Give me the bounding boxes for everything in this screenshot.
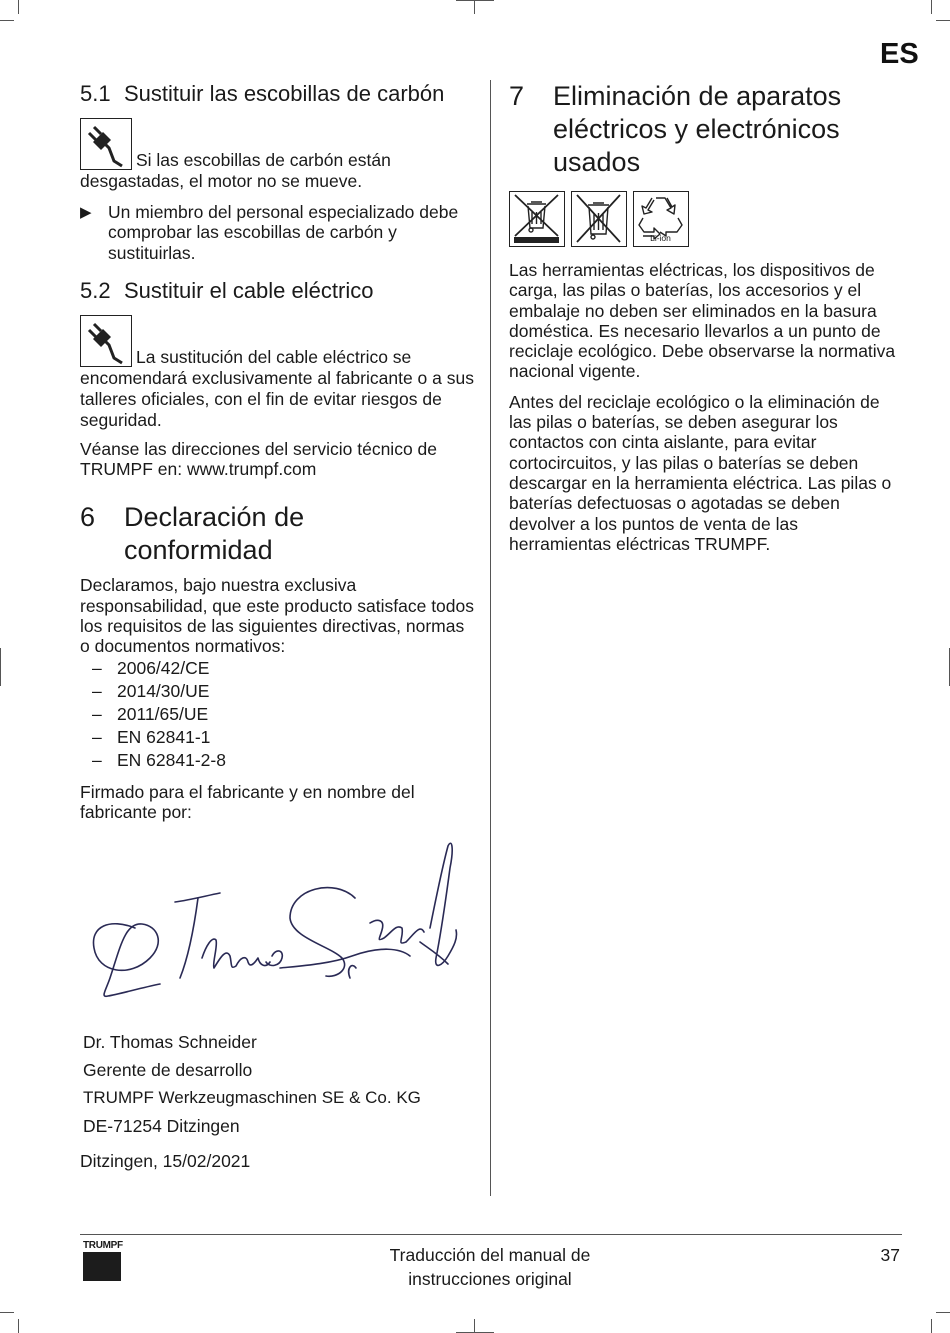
section-5-2-heading	[80, 277, 475, 305]
section-number: 6	[80, 502, 96, 533]
note-block	[80, 315, 475, 431]
section-number: 5.1	[80, 81, 111, 106]
footer-title: Traducción del manual de instrucciones original	[389, 1245, 591, 1289]
trumpf-logo-text: TRUMPF	[83, 1240, 123, 1251]
section-number: 5.2	[80, 277, 111, 303]
company-address: DE-71254 Ditzingen	[83, 1116, 240, 1137]
unplug-icon	[80, 118, 132, 170]
directive-item: EN 62841-1	[117, 726, 211, 747]
crop-mark	[18, 1319, 19, 1333]
company-name: TRUMPF Werkzeugmaschinen SE & Co. KG	[83, 1088, 421, 1108]
section-title: Eliminación de aparatos eléctricos y electrónicos usados	[553, 81, 842, 177]
section-title: Sustituir las escobillas de carbón	[124, 81, 445, 106]
disposal-symbols	[509, 191, 904, 247]
signature	[80, 838, 470, 1018]
list-item: – EN 62841-1	[92, 726, 211, 747]
crop-mark	[474, 1319, 475, 1333]
signer-block	[80, 1028, 475, 1140]
crossed-bin-icon	[509, 191, 565, 247]
crop-mark	[0, 648, 1, 686]
list-item: – 2006/42/CE	[92, 657, 210, 678]
signed-paragraph: Firmado para el fabricante y en nombre del fabricante por:	[80, 781, 415, 822]
directive-item: 2011/65/UE	[117, 703, 209, 724]
trumpf-logo-icon	[83, 1252, 121, 1281]
disposal-paragraph-2: Antes del reciclaje ecológico o la eliminación de las pilas o baterías, se deben asegurar los contactos con cinta aislante, para evitar cortocircuitos, y las pilas o baterías se deben descargar en la herramienta eléctrica. Las pilas o baterías defectuosas o agotadas se deben devolver a los puntos de venta de las herramientas eléctricas TRUMPF.	[509, 391, 892, 554]
place-date: Ditzingen, 15/02/2021	[80, 1151, 251, 1172]
section-7-heading	[509, 80, 904, 179]
language-code: ES	[880, 38, 919, 70]
left-column	[80, 80, 475, 1172]
liion-label: Li-ion	[650, 233, 671, 243]
note-text: Si las escobillas de carbón están desgastadas, el motor no se mueve.	[80, 150, 391, 191]
unplug-icon	[80, 315, 132, 367]
crop-mark	[931, 1319, 932, 1333]
column-divider	[490, 80, 491, 1196]
instruction-list	[80, 202, 475, 263]
crossed-bin-icon	[571, 191, 627, 247]
triangle-bullet-icon: ▶	[80, 204, 92, 221]
declaration-paragraph: Declaramos, bajo nuestra exclusiva responsabilidad, que este producto satisface todos los requisitos de las siguientes directivas, normas o documentos normativos:	[80, 575, 475, 657]
directive-item: EN 62841-2-8	[117, 749, 226, 770]
directive-list	[80, 657, 475, 772]
signer-name: Dr. Thomas Schneider	[83, 1032, 257, 1053]
directive-item: 2014/30/UE	[117, 680, 210, 701]
recycle-icon	[633, 191, 689, 247]
crop-mark	[18, 0, 19, 14]
crop-mark	[0, 1312, 14, 1313]
section-title: Declaración de conformidad	[124, 502, 305, 566]
list-item: – 2011/65/UE	[92, 703, 209, 724]
note-text: La sustitución del cable eléctrico se encomendará exclusivamente al fabricante o a sus talleres oficiales, con el fin de evitar riesgos de seguridad.	[80, 346, 474, 430]
service-paragraph: Véanse las direcciones del servicio técnico de TRUMPF en: www.trumpf.com	[80, 438, 437, 480]
crop-mark	[931, 0, 932, 14]
crop-mark	[456, 0, 494, 1]
list-item: – 2014/30/UE	[92, 680, 210, 701]
crop-mark	[474, 0, 475, 14]
instruction-text: Un miembro del personal especializado debe comprobar las escobillas de carbón y sustituirlas.	[108, 202, 459, 263]
section-5-1-heading	[80, 80, 475, 108]
footer-rule	[80, 1234, 902, 1235]
page-number: 37	[880, 1245, 900, 1265]
crop-mark	[936, 1312, 950, 1313]
signer-role: Gerente de desarrollo	[83, 1060, 253, 1081]
section-number: 7	[509, 81, 525, 111]
note-block	[80, 118, 475, 192]
crop-mark	[936, 20, 950, 21]
section-6-heading	[80, 501, 475, 567]
disposal-paragraph-1: Las herramientas eléctricas, los dispositivos de carga, las pilas o baterías, los accesorios y el embalaje no deben ser eliminados en la basura doméstica. Es necesario llevarlos a un punto de reciclaje ecológico. Debe observarse la normativa nacional vigente.	[509, 260, 896, 382]
directive-item: 2006/42/CE	[117, 657, 210, 678]
right-column	[509, 80, 904, 554]
list-item	[80, 202, 475, 263]
list-item: – EN 62841-2-8	[92, 749, 226, 770]
crop-mark	[0, 20, 14, 21]
section-title: Sustituir el cable eléctrico	[124, 277, 374, 303]
